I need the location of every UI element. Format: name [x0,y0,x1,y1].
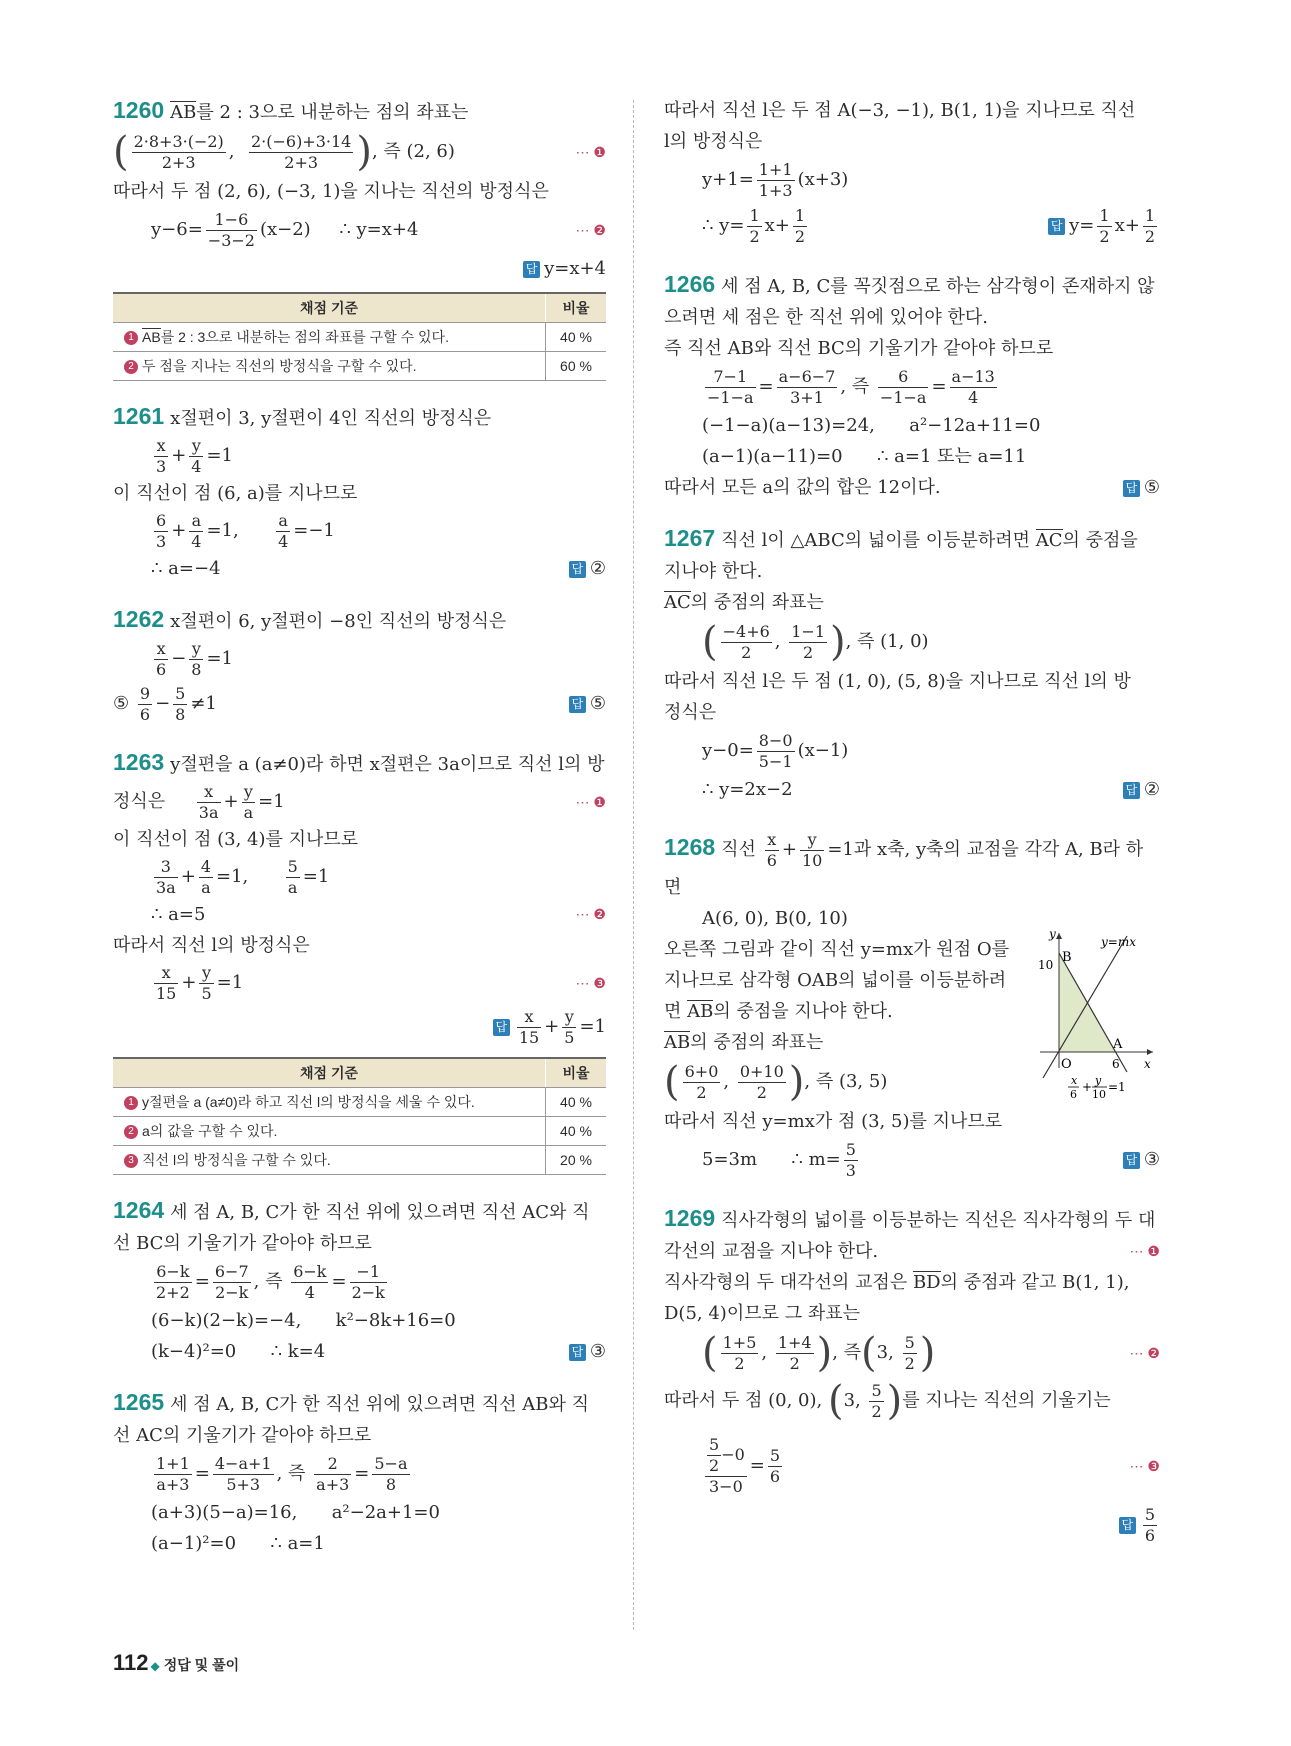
answer-value: ③ [589,1341,606,1362]
problem-number: 1261 [113,403,165,429]
step-marker: ⋯ ❸ [575,975,606,991]
column-divider [633,100,634,1630]
segment-bd: BD [912,1272,941,1293]
table-header: 비율 [546,293,607,323]
segment-ac: AC [664,592,691,613]
answer-value: y= [1069,215,1095,236]
equation: =1, [206,520,239,541]
point-a-label: A [1113,1037,1123,1052]
coord-text: , 즉 (2, 6) [371,141,455,162]
body-text: 따라서 직선 l은 두 점 A(−3, −1), B(1, 1)을 지나므로 직선 [664,100,1136,121]
intro-text: 직사각형의 넓이를 이등분하는 직선은 직사각형의 두 대 [721,1210,1156,1231]
intro-text: 세 점 A, B, C를 꼭짓점으로 하는 삼각형이 존재하지 않 [721,276,1155,297]
problem-number: 1260 [113,97,165,123]
fraction: $\frac{y}{4}$ [191,435,202,476]
step-circle: 1 [124,331,138,345]
fraction: $\frac{4-a+1}{5+3}$ [214,1453,272,1494]
step-circle: 3 [124,1154,138,1168]
answer-value: ③ [1143,1149,1160,1170]
body-text: 정식은 [664,702,717,723]
answer-badge: 답 [569,696,586,713]
criterion-text: 두 점을 지나는 직선의 방정식을 구할 수 있다. [142,358,417,374]
answer: 답 $\frac{x}{15}$ + $\frac{y}{5}$ =1 [113,1005,606,1049]
intro-text: x절편이 3, y절편이 4인 직선의 방정식은 [170,408,492,429]
table-row [113,352,606,381]
problem-number: 1266 [664,271,716,297]
answer-badge: 답 [1123,782,1140,799]
answer-badge: 답 [1119,1517,1136,1534]
paren-open: ( [702,1330,718,1376]
body-text: 의 중점의 좌표는 [690,1032,824,1053]
body-text: 따라서 직선 l은 두 점 (1, 0), (5, 8)을 지나므로 직선 l의 방 [664,671,1131,692]
table-header: 채점 기준 [113,1058,546,1088]
answer [113,253,606,284]
equation: x+ [764,215,790,236]
fraction: $\frac{x}{3a}$ [198,781,219,822]
equation: =1 [302,866,330,887]
eq-n1: x [1071,1074,1078,1087]
body-text: 따라서 두 점 (0, 0), [664,1390,828,1411]
equation: =−1 [293,520,335,541]
paren-close: ) [919,1330,936,1376]
body-text: l의 방정식은 [664,131,763,152]
eq-tail: =1 [1108,1080,1126,1094]
fraction: $\frac{8-0}{5-1}$ [758,730,793,771]
right-column [664,95,1160,1569]
equation: ∴ a=1 또는 a=11 [876,446,1027,467]
grading-table [113,292,606,381]
fraction: $\frac{-1}{2-k}$ [351,1261,385,1302]
problem-1265-continued [664,95,1160,249]
step-marker: ⋯ ❷ [575,222,606,238]
step-circle: 2 [124,360,138,374]
problem-1261: 1261 x절편이 3, y절편이 4인 직선의 방정식은 $\frac{x}{3}$ + $\frac{y}{4}$ =1 이 직선이 점 (6, a)를 지나므로 $\frac{6}{3}$ + $\frac{a}{4}$ =1, $\frac{a}{4}$ =−1 ∴ a=−4 답 ② [113,403,606,579]
equation: k²−8k+16=0 [335,1310,456,1331]
answer-badge: 답 [1123,480,1140,497]
answer-value: y=x+4 [544,258,606,279]
fraction: $\frac{3}{3a}$ [156,856,176,897]
answer-badge: 답 [569,1344,586,1361]
segment-ac: AC [1035,530,1063,551]
paren-close: ) [356,129,372,175]
fraction: $\frac{y}{5}$ [564,1006,575,1047]
equation: (x+3) [797,169,849,190]
step-marker: ⋯ ❷ [575,906,606,922]
table-header: 비율 [546,1058,607,1088]
body-text: 으려면 세 점은 한 직선 위에 있어야 한다. [664,307,988,328]
criterion-text: 직선 l의 방정식을 구할 수 있다. [142,1152,331,1168]
equation: y−6= [151,219,203,240]
fraction: $\frac{a-6-7}{3+1}$ [778,366,836,407]
fraction: $\frac{7-1}{-1-a}$ [707,366,754,407]
step-circle: 1 [124,1096,138,1110]
fraction: $\frac{6-7}{2-k}$ [214,1261,249,1302]
answer [664,1501,1160,1549]
body-text: 3, [843,1390,861,1411]
segment-ab: AB [170,102,197,123]
ratio-cell: 40 % [546,323,607,352]
equation: 3, [876,1342,894,1363]
equation: (a−1)(a−11)=0 [702,446,843,467]
table-row [113,323,606,352]
intro-text: y절편을 a (a≠0)라 하면 x절편은 3a이므로 직선 l의 방 [170,754,605,775]
equation: (x−2) [259,219,311,240]
fraction: $\frac{5}{6}$ [769,1445,781,1486]
equation: a²−2a+1=0 [331,1502,440,1523]
equation: (k−4)²=0 [151,1341,237,1362]
intro-text: x절편이 6, y절편이 −8인 직선의 방정식은 [170,611,507,632]
answer-badge: 답 [1123,1152,1140,1169]
fraction: $\frac{a}{4}$ [191,510,202,551]
y-label: y [1049,928,1056,941]
ratio-cell: 20 % [546,1146,607,1175]
equation: ≠1 [190,693,217,714]
body-text: 면 [664,877,682,898]
intro-text: 직선 l이 △ABC의 넓이를 이등분하려면 [721,530,1036,551]
fraction: $\frac{a}{4}$ [278,510,289,551]
fraction: $\frac{2}{a+3}$ [316,1453,350,1494]
fraction: $\frac{6-k}{2+2}$ [156,1261,190,1302]
fraction: $\frac{6+0}{2}$ [684,1061,719,1102]
point-b-label: B [1062,950,1072,965]
paren-close: ) [886,1378,903,1424]
fraction: $\frac{0+10}{2}$ [739,1061,784,1102]
eq-d2: 10 [1092,1088,1106,1101]
step-marker: ⋯ ❸ [1129,1458,1160,1474]
ratio-cell: 40 % [546,1088,607,1117]
fraction: $\frac{6-k}{4}$ [293,1261,327,1302]
fraction: $\frac{9}{6}$ [139,683,151,724]
paren-open: ( [861,1330,877,1376]
equation: = [749,1455,765,1476]
paren-open: ( [664,1059,680,1105]
segment-ab: AB [664,1032,691,1053]
equation: , 즉 [840,376,870,397]
body-text: 오른쪽 그림과 같이 직선 y=mx가 원점 O를 [664,939,1009,960]
body-text: 즉 직선 AB와 직선 BC의 기울기가 같아야 하므로 [664,338,1054,359]
option-mark: ⑤ [113,693,130,714]
equation: =1 [206,648,234,669]
problem-1263: 1263 y절편을 a (a≠0)라 하면 x절편은 3a이므로 직선 l의 방 정식은 $\frac{x}{3a}$ + $\frac{y}{a}$ =1 ⋯ ❶ 이 직선이 점 (3, 4)를 지나므로 $\frac{3}{3a}$ + $\frac{4}{a}$ =1, $\frac{5}{a}$ =1 ∴ a=5 ⋯ ❷ 따라서 직선 l의 방정식은 $\frac{x}{15}$ + $\frac{y}{5}$ =1 ⋯ ❸ 답 $\frac{x}{15}$ + $\frac{y}{5}$ =1 채점 기준 비율 1 y절편을 a (a≠0)라 하고 직선 l의 방정식을 세울 수 있다. 40 % 2 a의 값을 구할 수 있다. 40 % 3 직선 l의 방정식을 구할 수 있다. 20 % [113,747,606,1175]
step-marker: ⋯ ❶ [1129,1243,1160,1259]
fraction: $\frac{1+4}{2}$ [777,1332,812,1373]
footer-label: 정답 및 풀이 [163,1657,240,1673]
x-tick-6: 6 [1112,1057,1120,1071]
fraction: $\frac{-4+6}{2}$ [722,621,770,662]
body-text: 따라서 직선 l의 방정식은 [113,935,310,956]
equation: ∴ a=1 [270,1533,325,1554]
body-text: 의 중점과 같고 B(1, 1), [940,1272,1130,1293]
intro-text: 직선 [721,839,756,860]
problem-number: 1268 [664,834,716,860]
problem-1268: 1268 직선 $\frac{x}{6}$ + $\frac{y}{10}$ =1과 x축, y축의 교점을 각각 A, B라 하 면 A(6, 0), B(0, 10) 오른쪽 그림과 같이 직선 y=mx가 원점 O를 지나므로 삼각형 OAB의 넓이를 이등분하려 면 AB의 중점을 지나야 한다. AB의 중점의 좌표는 ( $\frac{6+0}{2}$ , $\frac{0+10}{2}$ ), 즉 (3, 5) 따라서 직선 y=mx가 점 (3, 5)를 지나므로 5=3m ∴ m= $\frac{5}{3}$ 답 ③ y x B A O 10 6 y=mx x 6 + y 10 =1 [664,829,1160,1180]
answer-value: x+ [1114,215,1140,236]
fraction: $\frac{1+1}{a+3}$ [156,1453,190,1494]
fraction: $\frac{5}{2}$ [904,1332,915,1373]
equation: =1, [216,866,249,887]
fraction: $\frac{4}{a}$ [200,856,211,897]
x-axis-arrow [1147,1049,1153,1055]
step-circle: 2 [124,1125,138,1139]
table-row [113,1088,606,1117]
body-text: 지나야 한다. [664,561,763,582]
y-axis-arrow [1056,933,1062,939]
body-text: 지나므로 삼각형 OAB의 넓이를 이등분하려 [664,970,1007,991]
fraction: $\frac{1-1}{2}$ [791,621,825,662]
fraction: $\frac{x}{15}$ [156,962,177,1003]
fraction: $\frac{a-13}{4}$ [951,366,995,407]
intro-text: 의 중점을 [1062,530,1138,551]
fraction: $\frac{5}{6}$ [1144,1504,1155,1545]
fraction: $\frac{x}{6}$ [156,638,167,679]
fraction: $\frac{x}{15}$ [518,1006,540,1047]
answer-value: ② [1143,779,1160,800]
equation: ∴ y=2x−2 [702,779,793,800]
fraction: $\frac{y}{5}$ [201,962,212,1003]
eq-d1: 6 [1070,1088,1077,1101]
equation: =1 [206,445,234,466]
table-row [113,1117,606,1146]
problem-number: 1262 [113,606,165,632]
fraction: $\frac{y}{8}$ [191,638,202,679]
page-footer [113,1650,239,1676]
left-column [113,95,606,1579]
page-number: 112 [113,1650,149,1675]
origin-label: O [1061,1057,1072,1072]
intro-text: 를 2 : 3으로 내분하는 점의 좌표는 [196,102,469,123]
fraction: $\frac{5-a}{8}$ [374,1453,408,1494]
fraction: $\frac{x}{6}$ [766,829,777,870]
equation: =1 [258,791,285,812]
line-label: y=mx [1101,935,1136,949]
problem-1266: 1266 세 점 A, B, C를 꼭짓점으로 하는 삼각형이 존재하지 않 으려면 세 점은 한 직선 위에 있어야 한다. 즉 직선 AB와 직선 BC의 기울기가 같아야 하므로 $\frac{7-1}{-1-a}$ = $\frac{a-6-7}{3+1}$ , 즉 $\frac{6}{-1-a}$ = $\frac{a-13}{4}$ (−1−a)(a−13)=24, a²−12a+11=0 (a−1)(a−11)=0 ∴ a=1 또는 a=11 따라서 모든 a의 값의 합은 12이다. 답 ⑤ [664,271,1160,498]
body-text: 따라서 직선 y=mx가 점 (3, 5)를 지나므로 [664,1111,1003,1132]
answer-badge: 답 [493,1019,510,1036]
answer-value: ⑤ [589,693,606,714]
fraction: $\frac{1}{2}$ [1099,205,1110,246]
problem-1260: 1260 AB를 2 : 3으로 내분하는 점의 좌표는 ( $\frac{2\cdot 8+3\cdot(-2)}{2+3}$ , $\frac{2\cdot(-6)+3\cdot 14}{2+3}$ ), 즉 (2, 6) ⋯ ❶ 따라서 두 점 (2, 6), (−3, 1)을 지나는 직선의 방정식은 y−6= $\frac{1-6}{-3-2}$ (x−2) ∴ y=x+4 ⋯ ❷ 답 y=x+4 채점 기준 비율 1 AB를 2 : 3으로 내분하는 점의 좌표를 구할 수 있다. 40 % 2 두 점을 지나는 직선의 방정식을 구할 수 있다. 60 % [113,95,606,381]
answer-value: =1 [579,1016,606,1037]
body-text: 각선의 교점을 지나야 한다. [664,1241,879,1262]
criterion-text: y절편을 a (a≠0)라 하고 직선 l의 방정식을 세울 수 있다. [142,1094,475,1110]
eq-plus: + [1082,1080,1093,1094]
equation: (a+3)(5−a)=16, [151,1502,298,1523]
paren-open: ( [113,129,129,175]
compound-fraction: $\frac{5}{2}$ −0 3−0 [705,1435,747,1497]
fraction: $\frac{1+1}{1+3}$ [758,159,793,200]
fraction: $\frac{1}{2}$ [794,205,806,246]
paren-close: ) [788,1059,805,1105]
fraction: $\frac{y}{10}$ [801,829,823,870]
equation: , 즉 [253,1271,283,1292]
body-text: 선 BC의 기울기가 같아야 하므로 [113,1233,372,1254]
fraction: $\frac{2\cdot(-6)+3\cdot 14}{2+3}$ [250,131,352,172]
criterion-text: a의 값을 구할 수 있다. [142,1123,278,1139]
intro-text: 세 점 A, B, C가 한 직선 위에 있으려면 직선 AB와 직 [170,1394,589,1415]
fraction: $\frac{5}{a}$ [287,856,298,897]
body-text: 이 직선이 점 (3, 4)를 지나므로 [113,829,359,850]
ratio-cell: 60 % [546,352,607,381]
intro-text: 세 점 A, B, C가 한 직선 위에 있으려면 직선 AC와 직 [170,1202,590,1223]
equation: (−1−a)(a−13)=24, [702,415,875,436]
problem-1265: 1265 세 점 A, B, C가 한 직선 위에 있으려면 직선 AB와 직 선 AC의 기울기가 같아야 하므로 $\frac{1+1}{a+3}$ = $\frac{4-a+1}{5+3}$ , 즉 $\frac{2}{a+3}$ = $\frac{5-a}{8}$ (a+3)(5−a)=16, a²−2a+1=0 (a−1)²=0 ∴ a=1 [113,1387,606,1559]
problem-1267: 1267 직선 l이 △ABC의 넓이를 이등분하려면 AC의 중점을 지나야 한다. AC의 중점의 좌표는 ( $\frac{-4+6}{2}$ , $\frac{1-1}{2}$ ), 즉 (1, 0) 따라서 직선 l은 두 점 (1, 0), (5, 8)을 지나므로 직선 l의 방 정식은 y−0= $\frac{8-0}{5-1}$ (x−1) ∴ y=2x−2 답 ② [664,525,1160,800]
equation: a²−12a+11=0 [909,415,1041,436]
footer-dot-icon: ◆ [150,1659,160,1673]
equation: ∴ a=5 [151,904,206,925]
paren-close: ) [816,1330,833,1376]
intro-text: 정식은 [113,791,166,812]
equation: ∴ m= [791,1149,841,1170]
equation: =1 [216,972,244,993]
fraction: $\frac{y}{a}$ [243,781,254,822]
y-tick-10: 10 [1038,958,1054,972]
eq-n2: y [1095,1074,1102,1087]
equation: y−0= [702,740,754,761]
body-text: D(5, 4)이므로 그 좌표는 [664,1303,860,1324]
fraction: $\frac{6}{3}$ [156,510,167,551]
equation: (x−1) [797,740,849,761]
equation: y+1= [702,169,754,190]
body-text: A(6, 0), B(0, 10) [702,908,848,929]
fraction: $\frac{1}{2}$ [749,205,760,246]
equation: ∴ k=4 [270,1341,326,1362]
fraction: $\frac{5}{8}$ [175,683,186,724]
problem-number: 1264 [113,1197,165,1223]
equation: ∴ a=−4 [151,558,221,579]
problem-number: 1267 [664,525,716,551]
fraction: $\frac{5}{3}$ [845,1139,856,1180]
body-text: 따라서 모든 a의 값의 합은 12이다. [664,477,941,498]
problem-1262: 1262 x절편이 6, y절편이 −8인 직선의 방정식은 $\frac{x}{6}$ − $\frac{y}{8}$ =1 ⑤ $\frac{9}{6}$ − $\frac{5}{8}$ ≠1 답 ⑤ [113,606,606,724]
problem-number: 1269 [664,1205,716,1231]
coord-text: , 즉 (1, 0) [845,631,929,652]
table-row [113,1146,606,1175]
answer-badge: 답 [569,561,586,578]
body-text: 선 AC의 기울기가 같아야 하므로 [113,1425,372,1446]
body-text: 면 [664,1001,688,1022]
paren-open: ( [827,1378,844,1424]
table-header: 채점 기준 [113,293,546,323]
answer-value: ② [589,558,606,579]
answer-badge: 답 [1048,218,1065,235]
grading-table [113,1057,606,1175]
step-marker: ⋯ ❶ [575,144,606,160]
fraction: $\frac{1}{2}$ [1144,205,1155,246]
problem-number: 1263 [113,749,165,775]
problem-1269: 1269 직사각형의 넓이를 이등분하는 직선은 직사각형의 두 대 각선의 교점을 지나야 한다. ⋯ ❶ 직사각형의 두 대각선의 교점은 BD의 중점과 같고 B(1, 1), D(5, 4)이므로 그 좌표는 ( $\frac{1+5}{2}$ , $\frac{1+4}{2}$ ), 즉(3, $\frac{5}{2}$ ) ⋯ ❷ 따라서 두 점 (0, 0), (3, $\frac{5}{2}$ )를 지나는 직선의 기울기는 $\frac{5}{2}$ −0 3−0 = $\frac{5}{6}$ ⋯ ❸ 답 $\frac{5}{6}$ [664,1203,1160,1549]
equation: (6−k)(2−k)=−4, [151,1310,302,1331]
body-text: 직사각형의 두 대각선의 교점은 [664,1272,913,1293]
paren-close: ) [830,619,846,665]
step-marker: ⋯ ❷ [1129,1345,1160,1361]
ratio-cell: 40 % [546,1117,607,1146]
answer-value: ⑤ [1143,477,1160,498]
x-label: x [1144,1057,1151,1071]
fraction: $\frac{2\cdot 8+3\cdot(-2)}{2+3}$ [133,131,224,172]
coord-text: , 즉 (3, 5) [804,1071,888,1092]
problem-1264: 1264 세 점 A, B, C가 한 직선 위에 있으려면 직선 AC와 직 선 BC의 기울기가 같아야 하므로 $\frac{6-k}{2+2}$ = $\frac{6-7}{2-k}$ , 즉 $\frac{6-k}{4}$ = $\frac{-1}{2-k}$ (6−k)(2−k)=−4, k²−8k+16=0 (k−4)²=0 ∴ k=4 답 ③ [113,1197,606,1362]
step-marker: ⋯ ❶ [575,794,606,810]
body-text: 의 중점의 좌표는 [690,592,824,613]
fraction: $\frac{x}{3}$ [156,435,167,476]
problem-number: 1265 [113,1389,165,1415]
body-text: 의 중점을 지나야 한다. [713,1001,893,1022]
equation: 5=3m [702,1149,758,1170]
equation: (a−1)²=0 [151,1533,237,1554]
segment-ab: AB [687,1001,714,1022]
body-text: 를 지나는 직선의 기울기는 [902,1390,1111,1411]
equation: , 즉 [832,1342,862,1363]
criterion-text: 를 2 : 3으로 내분하는 점의 좌표를 구할 수 있다. [160,329,449,345]
paren-open: ( [702,619,718,665]
fraction: $\frac{6}{-1-a}$ [879,366,927,407]
body-text: 이 직선이 점 (6, a)를 지나므로 [113,483,358,504]
equation: ∴ y= [702,215,745,236]
segment-ab: AB [142,329,161,345]
fraction: $\frac{1+5}{2}$ [722,1332,757,1373]
intro-text: =1과 x축, y축의 교점을 각각 A, B라 하 [827,839,1144,860]
equation: , 즉 [276,1463,306,1484]
triangle-graph [1035,928,1160,1118]
fraction: $\frac{5}{2}$ [871,1380,882,1421]
fraction: $\frac{1-6}{-3-2}$ [207,209,255,250]
answer-badge: 답 [523,261,540,278]
equation: ∴ y=x+4 [339,219,419,240]
body-text: 따라서 두 점 (2, 6), (−3, 1)을 지나는 직선의 방정식은 [113,181,549,202]
